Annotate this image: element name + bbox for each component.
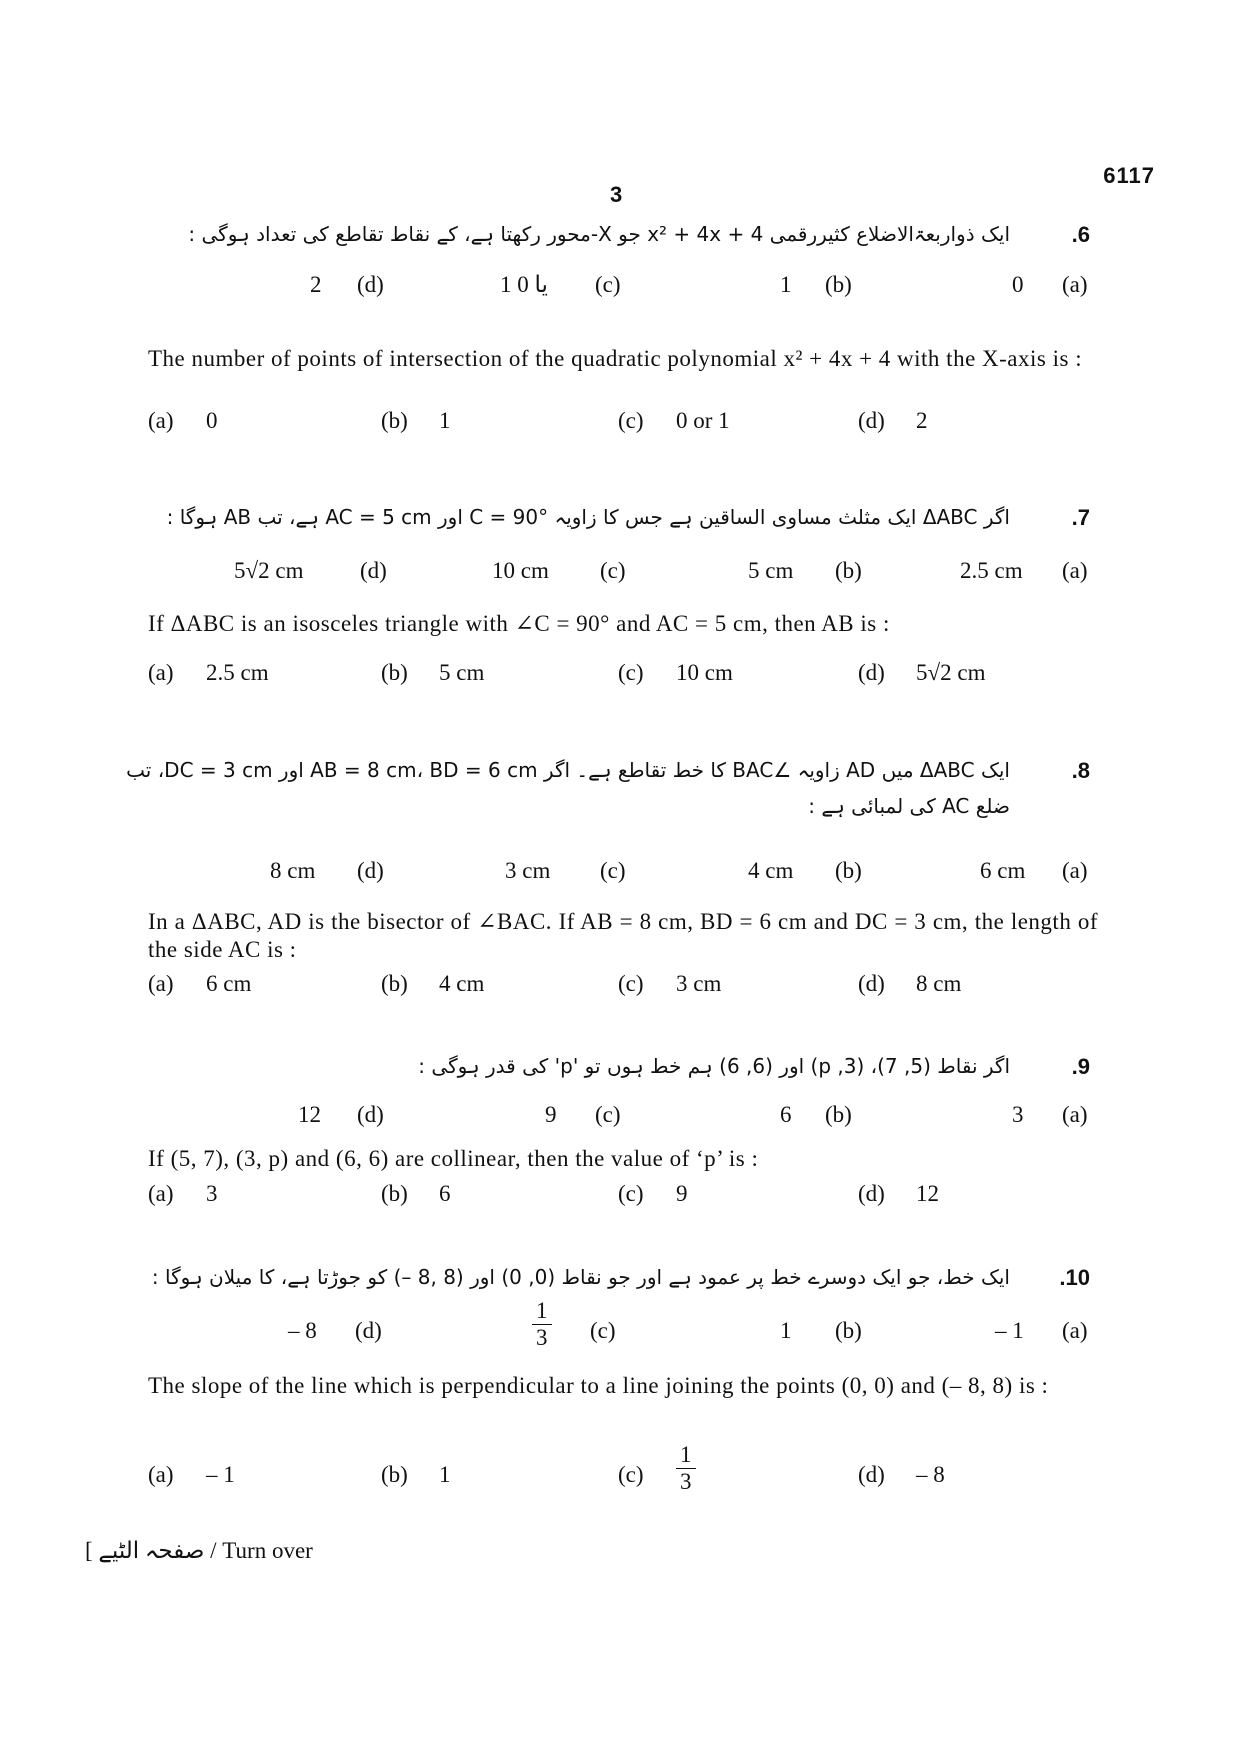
option-label: (d)	[360, 558, 387, 583]
question-number: .7	[1071, 505, 1090, 530]
turn-over-note: [ صفحہ الٹیے / Turn over	[85, 1538, 313, 1563]
option-value: – 1	[995, 1318, 1024, 1343]
option-label: (a)	[148, 408, 174, 433]
question-urdu-text: اگر نقاط (5, 7)، (3, p) اور (6, 6) ہم خط ہوں تو 'p' کی قدر ہوگی :	[418, 1054, 1010, 1078]
option-label: (d)	[858, 660, 885, 685]
option-value: 0	[1012, 272, 1024, 297]
option-label: (b)	[381, 971, 408, 996]
option-label: (c)	[600, 558, 626, 583]
fraction-numerator: 1	[676, 1442, 696, 1469]
option-value: 3	[206, 1181, 218, 1206]
question-number: .10	[1059, 1265, 1090, 1290]
option-value: 10 cm	[676, 660, 733, 685]
question-number: .8	[1071, 758, 1090, 783]
fraction-denominator: 3	[536, 1325, 548, 1350]
option-value: 6 cm	[980, 858, 1026, 883]
question-number: .6	[1071, 222, 1090, 247]
option-label: (a)	[148, 1462, 174, 1487]
option-value: 3	[1012, 1102, 1024, 1127]
option-value: 12	[916, 1181, 939, 1206]
question-english-text: If ΔABC is an isosceles triangle with ∠C = 90° and AC = 5 cm, then AB is :	[148, 611, 890, 636]
option-label: (d)	[357, 272, 384, 297]
question-english-text: If (5, 7), (3, p) and (6, 6) are collinear, then the value of ‘p’ is :	[148, 1146, 759, 1171]
option-label: (b)	[381, 1181, 408, 1206]
option-value: 8 cm	[916, 971, 962, 996]
option-value: 5√2 cm	[234, 558, 304, 583]
option-label: (d)	[357, 858, 384, 883]
question-urdu-text: ایک ΔABC میں AD زاویہ ∠BAC کا خط تقاطع ہے۔ اگر AB = 8 cm، BD = 6 cm اور DC = 3 cm، تب ضلع AC کی لمبائی ہے :	[126, 758, 1010, 818]
option-value: 3 cm	[505, 858, 551, 883]
option-value: 3 cm	[676, 971, 722, 996]
question-urdu-text: ایک خط، جو ایک دوسرے خط پر عمود ہے اور جو نقاط (0, 0) اور (8 ,8 –) کو جوڑتا ہے، کا میلان ہوگا :	[151, 1265, 1010, 1289]
option-value: 6 cm	[206, 971, 252, 996]
option-value: 6	[780, 1102, 792, 1127]
option-label: (d)	[858, 1462, 885, 1487]
option-label: (a)	[1062, 1318, 1088, 1343]
option-value: 1	[780, 272, 792, 297]
option-value: 1	[439, 408, 451, 433]
question-urdu-text: اگر ΔABC ایک مثلث مساوی الساقین ہے جس کا زاویہ C = 90° اور AC = 5 cm ہے، تب AB ہوگا :	[166, 505, 1010, 529]
english-options	[148, 1442, 1048, 1494]
option-value: 5 cm	[439, 660, 485, 685]
fraction-denominator: 3	[680, 1469, 692, 1494]
option-value: 4 cm	[439, 971, 485, 996]
question-english-text: In a ΔABC, AD is the bisector of ∠BAC. If AB = 8 cm, BD = 6 cm and DC = 3 cm, the length of the side AC is :	[148, 909, 1098, 962]
option-label: (c)	[590, 1318, 616, 1343]
question-english-text: The slope of the line which is perpendicular to a line joining the points (0, 0) and (– 8, 8) is :	[148, 1373, 1049, 1398]
option-value: 1	[439, 1462, 451, 1487]
option-label: (b)	[825, 1102, 852, 1127]
english-options	[148, 971, 1048, 1003]
option-value: 2	[916, 408, 928, 433]
english-options	[148, 660, 1048, 692]
urdu-options	[150, 1102, 1100, 1134]
option-value: 5√2 cm	[916, 660, 986, 685]
urdu-options	[150, 1298, 1100, 1350]
option-value: 1 یا 0	[500, 272, 548, 297]
option-label: (b)	[835, 558, 862, 583]
option-value: 6	[439, 1181, 451, 1206]
option-label: (d)	[858, 408, 885, 433]
english-options	[148, 408, 1048, 440]
option-value: 2.5 cm	[206, 660, 269, 685]
fraction	[532, 1298, 552, 1351]
option-value: 8 cm	[270, 858, 316, 883]
option-label: (a)	[1062, 858, 1088, 883]
urdu-options	[150, 272, 1100, 304]
option-label: (c)	[618, 660, 644, 685]
urdu-options	[150, 558, 1100, 590]
question-urdu-text: ایک ذواربعۃالاضلاع کثیررقمی x² + 4x + 4 جو X-محور رکھتا ہے، کے نقاط تقاطع کی تعداد ہوگی :	[188, 222, 1010, 246]
question-english-text: The number of points of intersection of the quadratic polynomial x² + 4x + 4 with the X-axis is :	[148, 346, 1083, 371]
english-options	[148, 1181, 1048, 1213]
option-label: (b)	[835, 858, 862, 883]
option-label: (d)	[355, 1318, 382, 1343]
question-number: .9	[1071, 1054, 1090, 1079]
option-label: (d)	[357, 1102, 384, 1127]
paper-code: 6117	[1103, 163, 1155, 188]
option-label: (c)	[595, 272, 621, 297]
option-value: – 8	[288, 1318, 317, 1343]
option-label: (c)	[595, 1102, 621, 1127]
option-label: (a)	[1062, 1102, 1088, 1127]
option-value: 0 or 1	[676, 408, 730, 433]
option-label: (c)	[618, 971, 644, 996]
option-label: (c)	[618, 1462, 644, 1487]
option-label: (d)	[858, 971, 885, 996]
option-value: 2.5 cm	[960, 558, 1023, 583]
fraction-numerator: 1	[532, 1298, 552, 1325]
option-value: 2	[310, 272, 322, 297]
page-number: 3	[610, 182, 623, 207]
option-label: (c)	[618, 408, 644, 433]
option-value: – 1	[206, 1462, 235, 1487]
option-label: (b)	[835, 1318, 862, 1343]
option-label: (a)	[1062, 558, 1088, 583]
option-label: (c)	[600, 858, 626, 883]
option-label: (a)	[1062, 272, 1088, 297]
option-label: (b)	[381, 408, 408, 433]
option-value: – 8	[916, 1462, 945, 1487]
option-value: 12	[298, 1102, 321, 1127]
option-label: (c)	[618, 1181, 644, 1206]
option-label: (a)	[148, 660, 174, 685]
option-value: 5 cm	[748, 558, 794, 583]
option-value: 1	[780, 1318, 792, 1343]
option-label: (a)	[148, 971, 174, 996]
option-value: 4 cm	[748, 858, 794, 883]
urdu-options	[150, 858, 1100, 890]
fraction	[676, 1442, 696, 1495]
option-label: (d)	[858, 1181, 885, 1206]
option-label: (b)	[381, 660, 408, 685]
option-value: 10 cm	[492, 558, 549, 583]
option-value: 0	[206, 408, 218, 433]
option-label: (b)	[825, 272, 852, 297]
option-value: 9	[545, 1102, 557, 1127]
option-label: (b)	[381, 1462, 408, 1487]
option-value: 9	[676, 1181, 688, 1206]
option-label: (a)	[148, 1181, 174, 1206]
